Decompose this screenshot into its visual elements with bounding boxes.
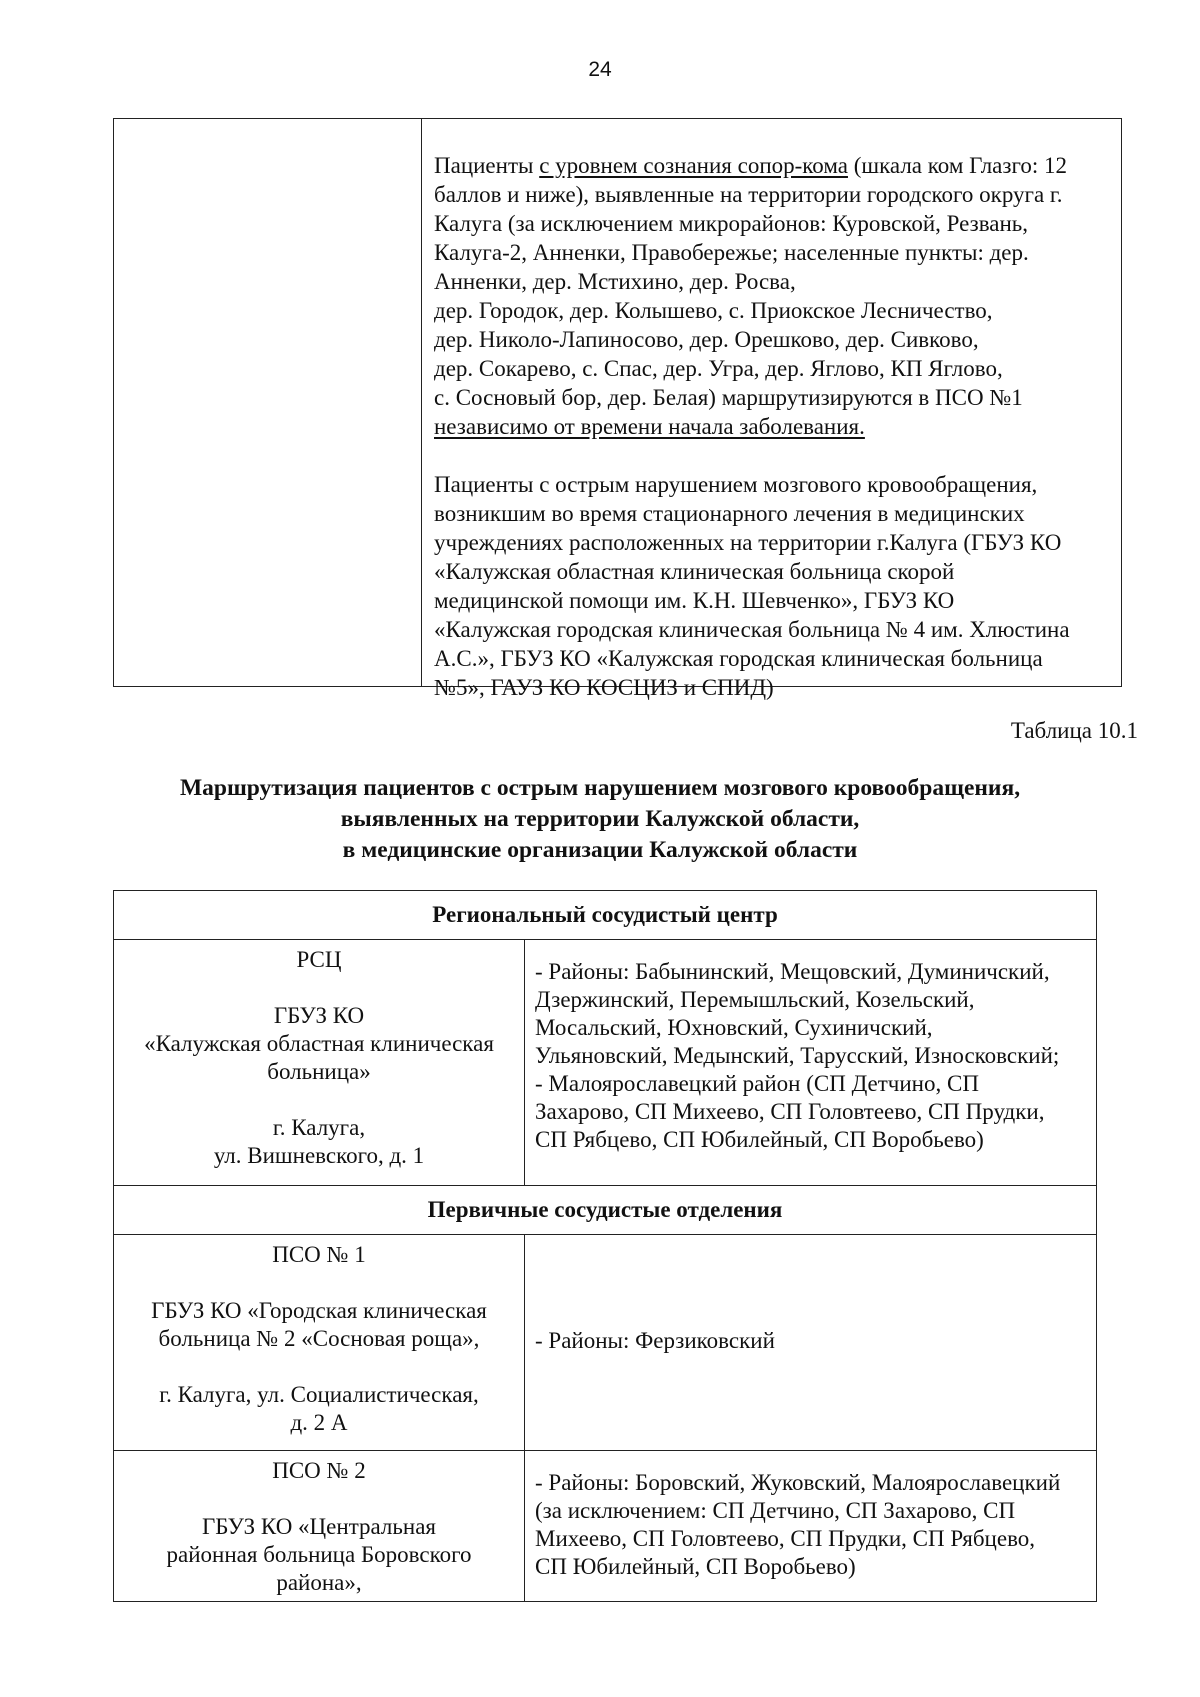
text-segment: Пациенты	[434, 153, 540, 178]
area-line: - Районы: Бабынинский, Мещовский, Думиничский,	[535, 959, 1050, 984]
routing-table	[113, 890, 1097, 1602]
org-line: ГБУЗ КО «Городская клиническая	[151, 1298, 487, 1323]
org-line: д. 2 А	[290, 1410, 348, 1435]
section-row-primary	[114, 1186, 1097, 1235]
routing-paragraph-coma	[434, 151, 1111, 441]
paragraph-line: №5», ГАУЗ КО КОСЦИЗ и СПИД)	[434, 675, 774, 700]
continued-table-left-cell	[114, 119, 422, 686]
org-cell-rsc	[114, 940, 525, 1186]
paragraph-line: «Калужская областная клиническая больница скорой	[434, 559, 955, 584]
page-number: 24	[588, 58, 612, 81]
continued-table-right-cell	[422, 119, 1121, 700]
org-line: «Калужская областная клиническая	[144, 1031, 494, 1056]
section-header-regional: Региональный сосудистый центр	[114, 891, 1097, 940]
line-gap	[120, 974, 518, 1002]
text-segment: Калуга (за исключением микрорайонов: Куровской, Резвань,	[434, 211, 1029, 236]
paragraph-line	[434, 354, 1111, 383]
table-title-line: выявленных на территории Калужской области,	[340, 806, 860, 832]
text-segment: дер. Николо-Лапиносово, дер. Орешково, дер. Сивково,	[434, 327, 979, 352]
org-line: районная больница Боровского	[166, 1542, 472, 1567]
paragraph-line	[434, 267, 1111, 296]
paragraph-line: Пациенты с острым нарушением мозгового кровообращения,	[434, 472, 1038, 497]
org-line: ул. Вишневского, д. 1	[213, 1143, 425, 1168]
section-header-primary: Первичные сосудистые отделения	[114, 1186, 1097, 1235]
areas-cell-rsc	[525, 940, 1097, 1186]
line-gap	[120, 1485, 518, 1513]
paragraph-line	[434, 238, 1111, 267]
area-line: Мосальский, Юхновский, Сухиничский,	[535, 1015, 933, 1040]
areas-cell-pso2	[525, 1451, 1097, 1602]
area-line: СП Юбилейный, СП Воробьево)	[535, 1554, 856, 1579]
paragraph-line	[434, 383, 1111, 412]
text-segment: Анненки, дер. Мстихино, дер. Росва,	[434, 269, 796, 294]
line-gap	[120, 1353, 518, 1381]
area-line: Дзержинский, Перемышльский, Козельский,	[535, 987, 975, 1012]
line-gap	[120, 1269, 518, 1297]
table-row-pso1	[114, 1235, 1097, 1451]
underlined-segment: с уровнем сознания сопор-кома	[539, 153, 848, 178]
paragraph-line	[434, 151, 1111, 180]
area-line: Захарово, СП Михеево, СП Головтеево, СП Прудки,	[535, 1099, 1045, 1124]
paragraph-line	[434, 296, 1111, 325]
line-gap	[120, 1086, 518, 1114]
paragraph-line: «Калужская городская клиническая больница № 4 им. Хлюстина	[434, 617, 1070, 642]
area-line: Михеево, СП Головтеево, СП Прудки, СП Рябцево,	[535, 1526, 1036, 1551]
paragraph-line	[434, 325, 1111, 354]
paragraph-line: возникшим во время стационарного лечения в медицинских	[434, 501, 1025, 526]
paragraph-line	[434, 180, 1111, 209]
org-line: г. Калуга,	[272, 1115, 366, 1140]
org-line: района»,	[276, 1570, 362, 1595]
continued-table	[113, 118, 1122, 700]
paragraph-line: А.С.», ГБУЗ КО «Калужская городская клиническая больница	[434, 646, 1043, 671]
table-row-pso2	[114, 1451, 1097, 1602]
table-title-line: в медицинские организации Калужской области	[342, 837, 858, 863]
text-segment: дер. Сокарево, с. Спас, дер. Угра, дер. Яглово, КП Яглово,	[434, 356, 1003, 381]
org-line: г. Калуга, ул. Социалистическая,	[159, 1382, 479, 1407]
text-segment: (шкала ком Глазго: 12	[847, 153, 1067, 178]
routing-paragraph-inpatient	[434, 470, 1111, 702]
area-line: СП Рябцево, СП Юбилейный, СП Воробьево)	[535, 1127, 984, 1152]
org-line: ГБУЗ КО	[273, 1003, 365, 1028]
org-line: ГБУЗ КО «Центральная	[201, 1514, 436, 1539]
paragraph-line: учреждениях расположенных на территории г.Калуга (ГБУЗ КО	[434, 530, 1062, 555]
area-line: - Районы: Боровский, Жуковский, Малоярославецкий	[535, 1470, 1061, 1495]
org-line: РСЦ	[296, 947, 342, 972]
area-line: - Малоярославецкий район (СП Детчино, СП	[535, 1071, 979, 1096]
paragraph-line	[434, 209, 1111, 238]
table-caption: Таблица 10.1	[1010, 718, 1138, 743]
text-segment: дер. Городок, дер. Колышево, с. Приокское Лесничество,	[434, 298, 993, 323]
areas-cell-pso1	[525, 1235, 1097, 1451]
org-line: ПСО № 1	[272, 1242, 366, 1267]
underlined-segment: независимо от времени начала заболевания.	[434, 414, 865, 439]
org-line: больница № 2 «Сосновая роща»,	[158, 1326, 480, 1351]
org-cell-pso1	[114, 1235, 525, 1451]
paragraph-line: медицинской помощи им. К.Н. Шевченко», ГБУЗ КО	[434, 588, 955, 613]
org-cell-pso2	[114, 1451, 525, 1602]
org-line: больница»	[267, 1059, 371, 1084]
area-line: (за исключением: СП Детчино, СП Захарово, СП	[535, 1498, 1016, 1523]
paragraph-line	[434, 412, 1111, 441]
section-row-regional	[114, 891, 1097, 940]
table-row-rsc	[114, 940, 1097, 1186]
area-line: Ульяновский, Медынский, Тарусский, Износковский;	[535, 1043, 1060, 1068]
table-title-line: Маршрутизация пациентов с острым нарушением мозгового кровообращения,	[179, 775, 1021, 801]
table-title	[0, 773, 1200, 866]
text-segment: баллов и ниже), выявленные на территории городского округа г.	[434, 182, 1063, 207]
text-segment: с. Сосновый бор, дер. Белая) маршрутизируются в ПСО №1	[434, 385, 1023, 410]
text-segment: Калуга-2, Анненки, Правобережье; населенные пункты: дер.	[434, 240, 1029, 265]
org-line: ПСО № 2	[272, 1458, 366, 1483]
area-line: - Районы: Ферзиковский	[535, 1327, 775, 1353]
